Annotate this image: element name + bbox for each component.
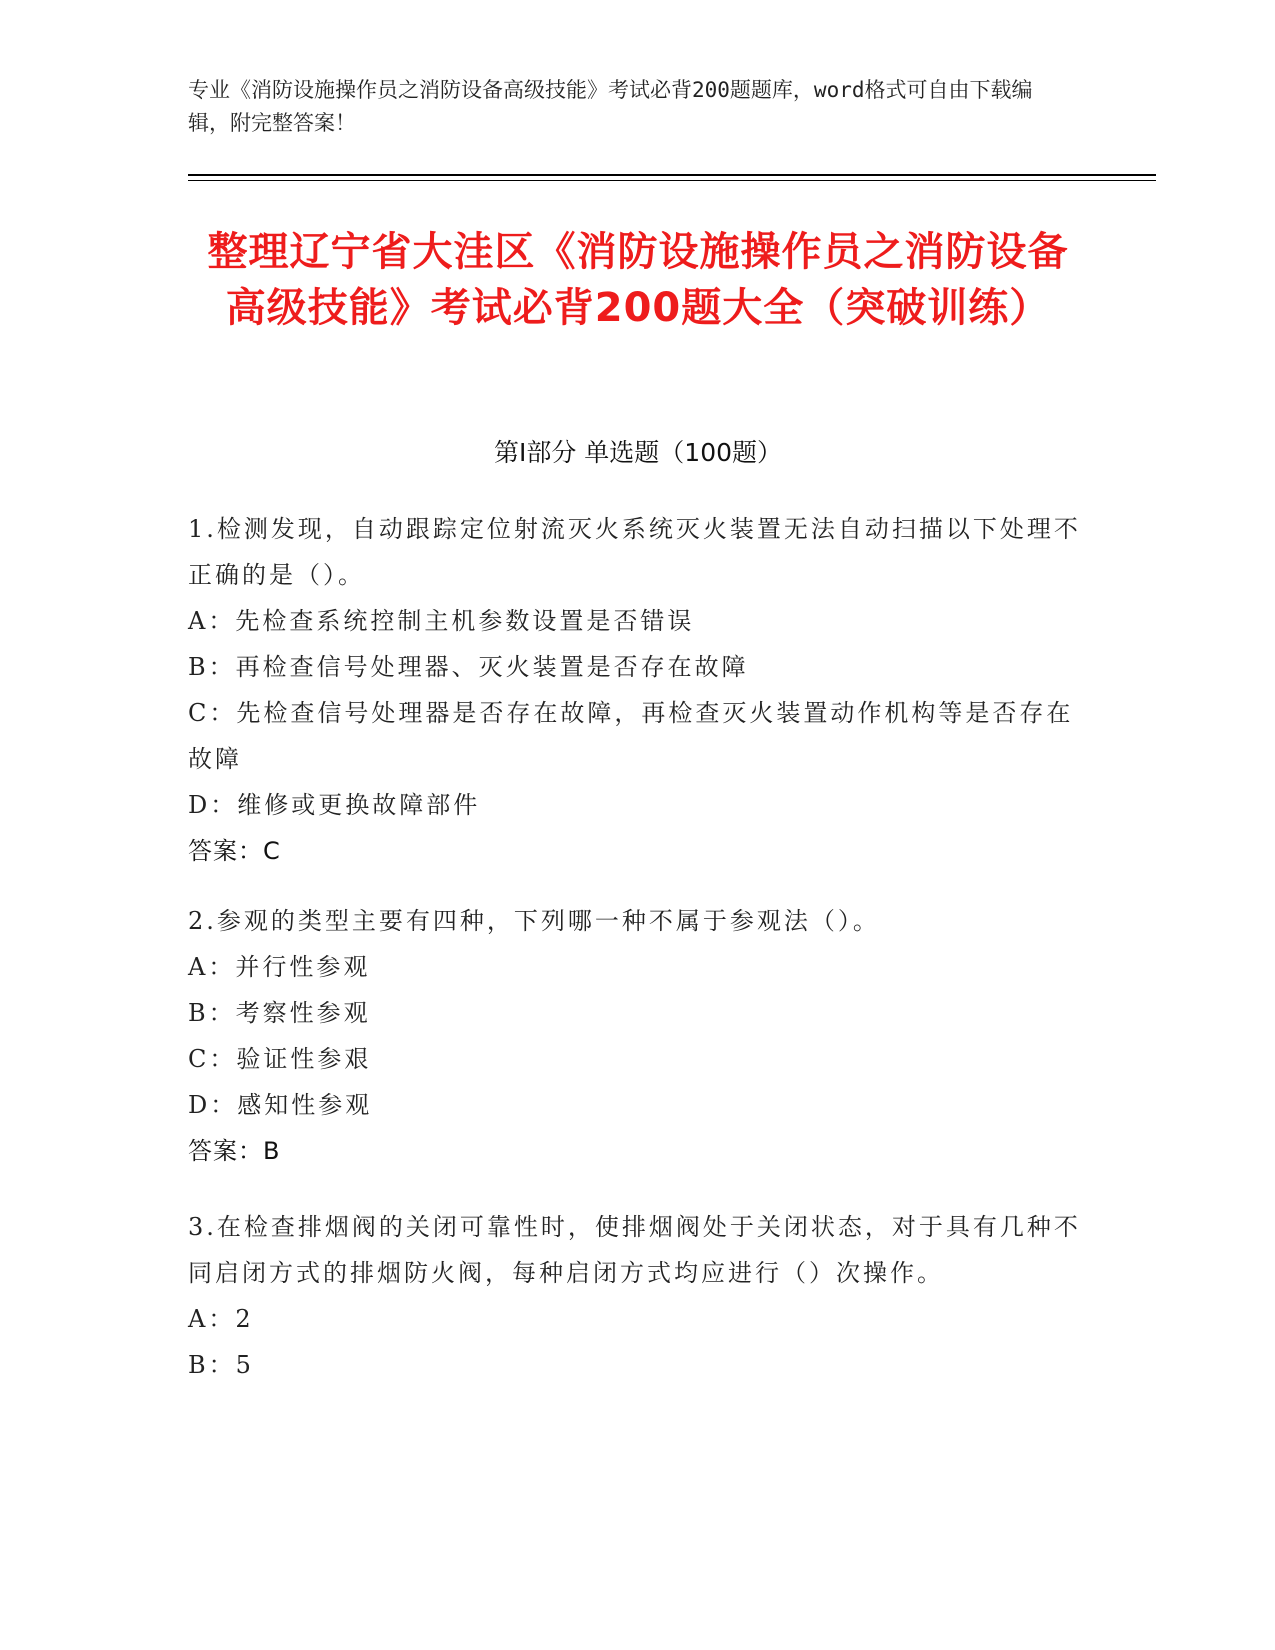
question-stem: 3.在检查排烟阀的关闭可靠性时，使排烟阀处于关闭状态，对于具有几种不同启闭方式的排烟防火阀，每种启闭方式均应进行（）次操作。 <box>188 1213 1081 1287</box>
option-a: A：先检查系统控制主机参数设置是否错误 <box>188 607 695 635</box>
answer-line: 答案：B <box>188 1137 281 1165</box>
answer-line: 答案：C <box>188 837 281 865</box>
question-3 <box>188 1204 1088 1388</box>
header-rule-thin <box>188 180 1156 181</box>
option-b: B：考察性参观 <box>188 999 371 1027</box>
question-2 <box>188 898 1088 1174</box>
option-a: A：并行性参观 <box>188 953 371 981</box>
option-c: C：先检查信号处理器是否存在故障，再检查灭火装置动作机构等是否存在故障 <box>188 699 1074 773</box>
question-1 <box>188 506 1088 874</box>
option-c: C：验证性参艰 <box>188 1045 372 1073</box>
option-d: D：感知性参观 <box>188 1091 373 1119</box>
section-heading: 第Ⅰ部分 单选题（100题） <box>493 438 783 467</box>
document-title: 整理辽宁省大洼区《消防设施操作员之消防设备高级技能》考试必背200题大全（突破训练） <box>207 229 1069 331</box>
option-b: B：5 <box>188 1351 254 1379</box>
option-d: D：维修或更换故障部件 <box>188 791 481 819</box>
header-rule-thick <box>188 174 1156 176</box>
question-stem: 1.检测发现，自动跟踪定位射流灭火系统灭火装置无法自动扫描以下处理不正确的是（）。 <box>188 515 1081 589</box>
header-note: 专业《消防设施操作员之消防设备高级技能》考试必背200题题库，word格式可自由下载编辑，附完整答案！ <box>188 78 1033 135</box>
question-stem: 2.参观的类型主要有四种，下列哪一种不属于参观法（）。 <box>188 907 880 935</box>
option-b: B：再检查信号处理器、灭火装置是否存在故障 <box>188 653 749 681</box>
option-a: A：2 <box>188 1305 254 1333</box>
